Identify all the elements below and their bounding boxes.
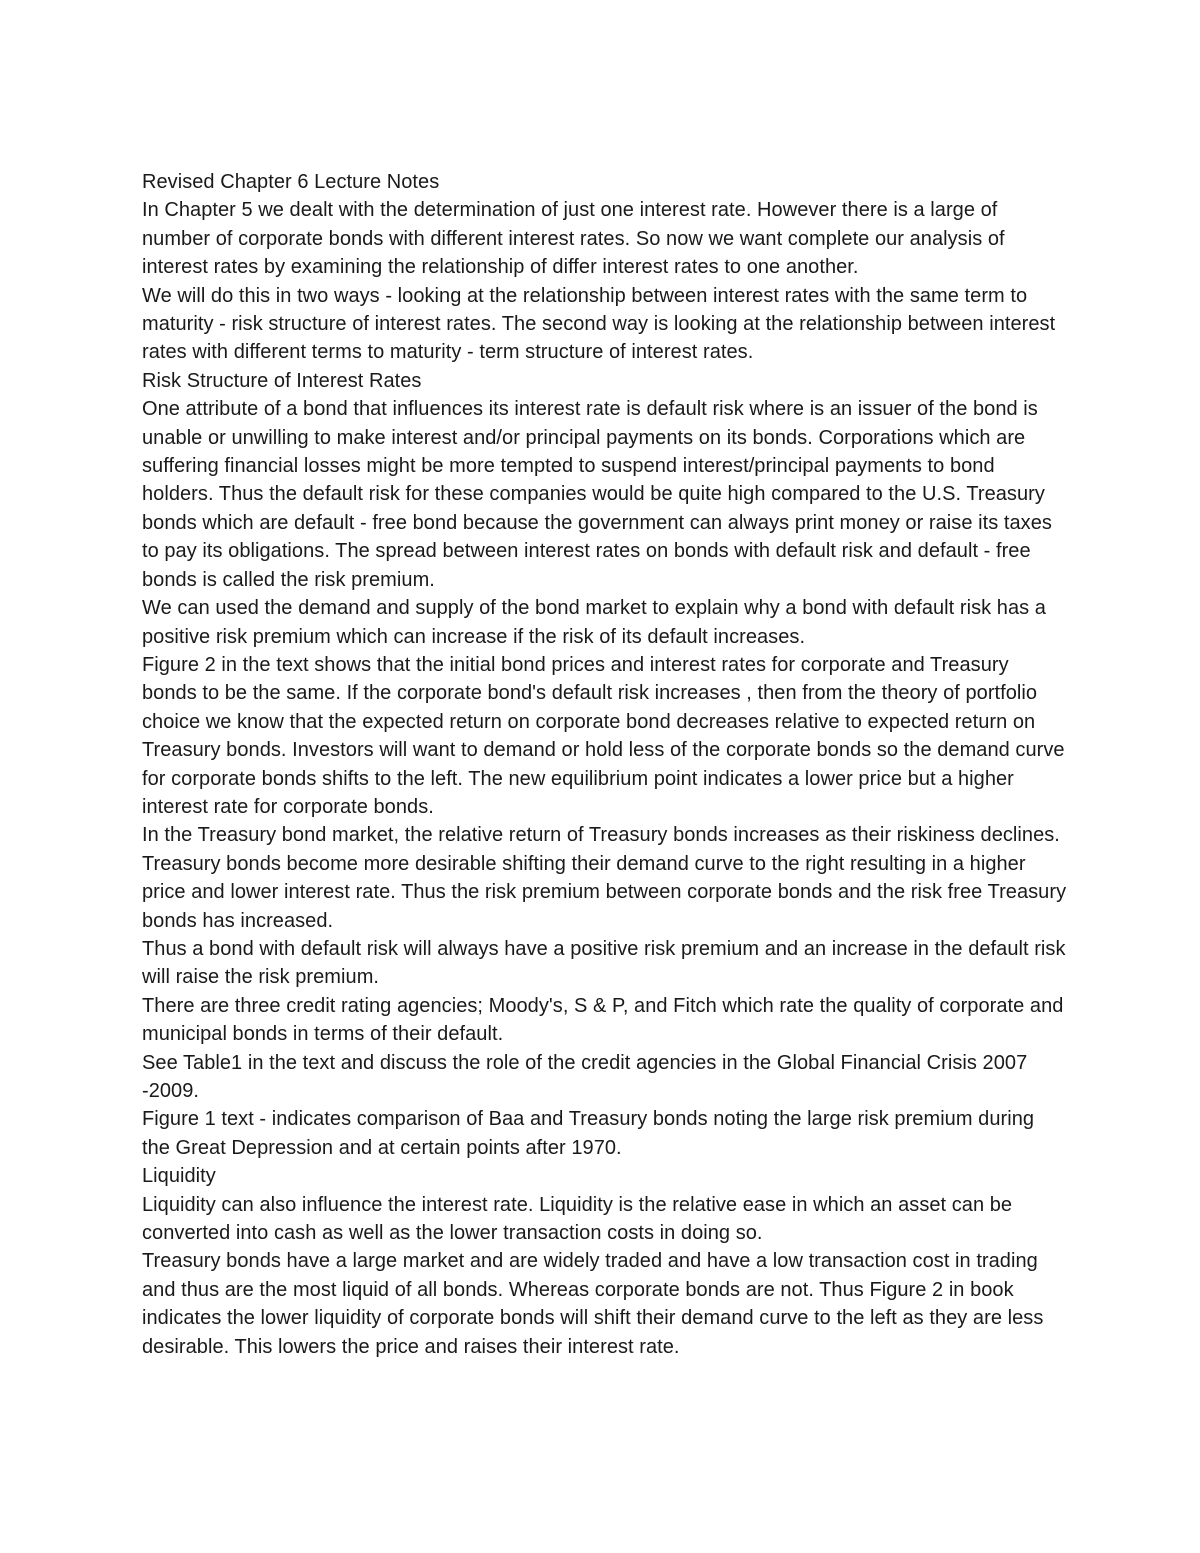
paragraph-table-1: See Table1 in the text and discuss the role of the credit agencies in the Global Financial Crisis 2007 -2009. [142,1051,1028,1102]
document-body [142,168,1067,1361]
document-title: Revised Chapter 6 Lecture Notes [142,171,440,193]
paragraph-risk-premium: Thus a bond with default risk will always have a positive risk premium and an increase in the default risk will raise the risk premium. [142,937,1066,989]
paragraph-treasury-market: In the Treasury bond market, the relative return of Treasury bonds increases as their riskiness declines. Treasury bonds become more desirable shifting their demand curve to the right resulting in a higher price and lower interest rate. Thus the risk premium between corporate bonds and the risk free Treasury bonds has increased. [142,824,1067,932]
paragraph-intro: In Chapter 5 we dealt with the determination of just one interest rate. However there is a large of number of corporate bonds with different interest rates. So now we want complete our analysis of interest rates by examining the relationship of differ interest rates to one another. [142,199,1005,279]
paragraph-two-ways: We will do this in two ways - looking at the relationship between interest rates with the same term to maturity - risk structure of interest rates. The second way is looking at the relationship between interest rates with different terms to maturity - term structure of interest rates. [142,284,1056,364]
section-heading-liquidity: Liquidity [142,1165,216,1188]
paragraph-default-risk: One attribute of a bond that influences its interest rate is default risk where is an issuer of the bond is unable or unwilling to make interest and/or principal payments on its bonds. Corporations which are suffering financial losses might be more tempted to suspend interest/principal payments to bond holders. Thus the default risk for these companies would be quite high compared to the U.S. Treasury bonds which are default - free bond because the government can always print money or raise its taxes to pay its obligations. The spread between interest rates on bonds with default risk and default - free bonds is called the risk premium. [142,398,1052,591]
paragraph-liquidity-definition: Liquidity can also influence the interest rate. Liquidity is the relative ease in which an asset can be converted into cash as well as the lower transaction costs in doing so. [142,1193,1013,1245]
paragraph-figure-2: Figure 2 in the text shows that the initial bond prices and interest rates for corporate and Treasury bonds to be the same. If the corporate bond's default risk increases , then from the theory of portfolio choice we know that the expected return on corporate bond decreases relative to expected return on Treasury bonds. Investors will want to demand or hold less of the corporate bonds so the demand curve for corporate bonds shifts to the left. The new equilibrium point indicates a lower price but a higher interest rate for corporate bonds. [142,653,1065,818]
paragraph-figure-1: Figure 1 text - indicates comparison of Baa and Treasury bonds noting the large risk premium during the Great Depression and at certain points after 1970. [142,1108,1035,1159]
paragraph-rating-agencies: There are three credit rating agencies; Moody's, S & P, and Fitch which rate the quality of corporate and municipal bonds in terms of their default. [142,994,1064,1046]
paragraph-treasury-liquidity: Treasury bonds have a large market and are widely traded and have a low transaction cost in trading and thus are the most liquid of all bonds. Whereas corporate bonds are not. Thus Figure 2 in book indicates the lower liquidity of corporate bonds will shift their demand curve to the left as they are less desirable. This lowers the price and raises their interest rate. [142,1250,1044,1358]
paragraph-demand-supply: We can used the demand and supply of the bond market to explain why a bond with default risk has a positive risk premium which can increase if the risk of its default increases. [142,597,1046,648]
section-heading-risk-structure: Risk Structure of Interest Rates [142,369,422,392]
